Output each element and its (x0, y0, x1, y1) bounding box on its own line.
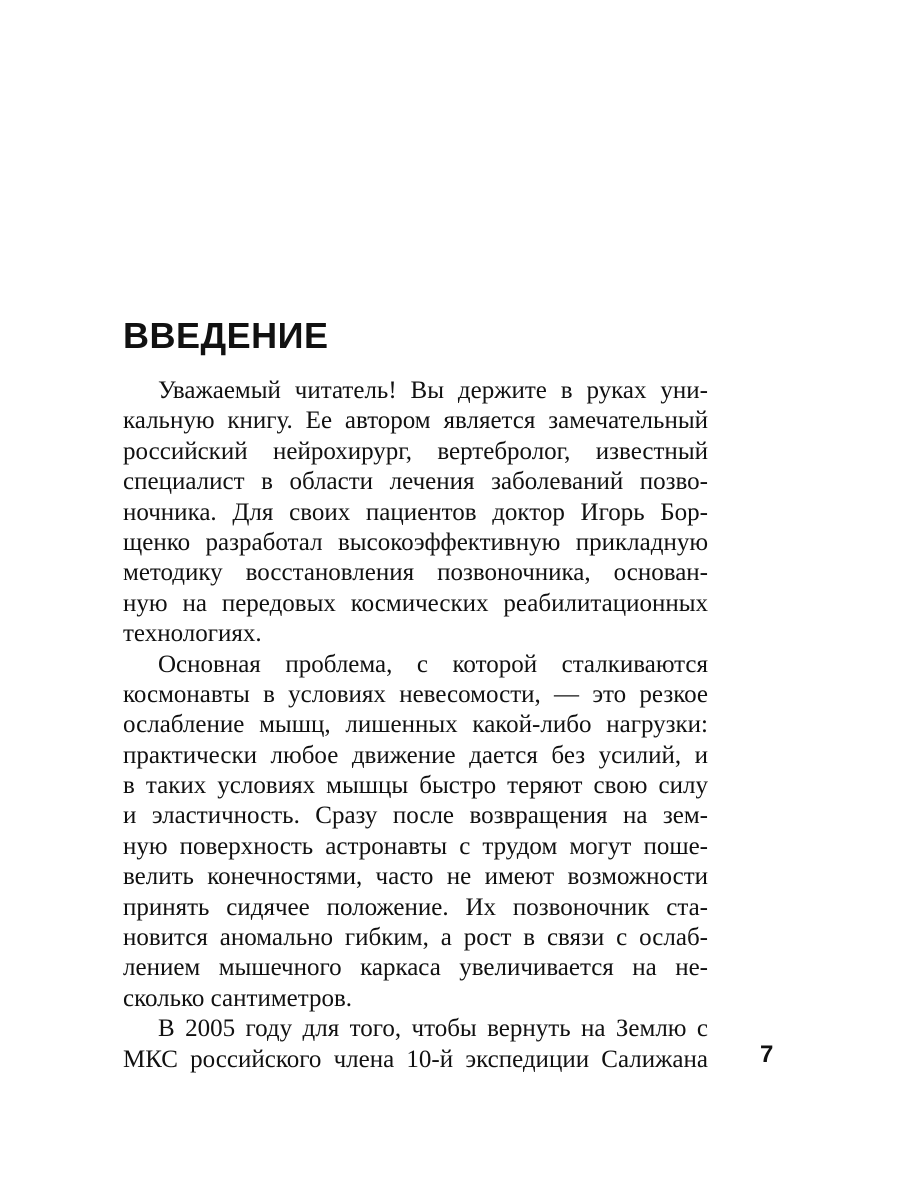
body-text (123, 376, 708, 1075)
text-line: кальную книгу. Ее автором является замечательный (123, 407, 708, 435)
text-line: сколько сантиметров. (123, 984, 353, 1012)
paragraph (123, 650, 708, 1015)
text-line: щенко разработал высокоэффективную прикладную (123, 528, 708, 556)
text-line: и эластичность. Сразу после возвращения на зем- (123, 802, 708, 830)
text-line: методику восстановления позвоночника, основан- (123, 559, 708, 587)
page-number: 7 (760, 1041, 774, 1068)
page-title: ВВЕДЕНИЕ (123, 315, 329, 356)
text-line: Основная проблема, с которой сталкиваются (158, 650, 708, 678)
text-line: космонавты в условиях невесомости, — это резкое (123, 680, 708, 708)
text-line: ную поверхность астронавты с трудом могут поше- (123, 832, 708, 860)
text-line: ную на передовых космических реабилитационных (123, 589, 708, 617)
text-line: российский нейрохирург, вертебролог, известный (123, 437, 708, 465)
text-line: новится аномально гибким, а рост в связи с ослаб- (123, 924, 708, 952)
text-line: практически любое движение дается без усилий, и (123, 741, 708, 769)
text-line: ослабление мышц, лишенных какой-либо нагрузки: (123, 711, 708, 739)
text-line: МКС российского члена 10-й экспедиции Салижана (123, 1045, 708, 1073)
text-line: лением мышечного каркаса увеличивается на не- (123, 954, 708, 982)
text-line: Уважаемый читатель! Вы держите в руках уни- (158, 377, 708, 404)
text-line: ночника. Для своих пациентов доктор Игорь Бор- (123, 498, 708, 526)
paragraph (123, 1014, 708, 1075)
text-line: велить конечностями, часто не имеют возможности (123, 863, 708, 891)
text-line: в таких условиях мышцы быстро теряют свою силу (123, 772, 708, 800)
text-line: В 2005 году для того, чтобы вернуть на Землю с (158, 1015, 708, 1043)
paragraph (123, 376, 708, 650)
text-line: принять сидячее положение. Их позвоночник ста- (123, 893, 708, 921)
text-line: специалист в области лечения заболеваний позво- (123, 468, 708, 496)
text-line: технологиях. (123, 620, 262, 648)
